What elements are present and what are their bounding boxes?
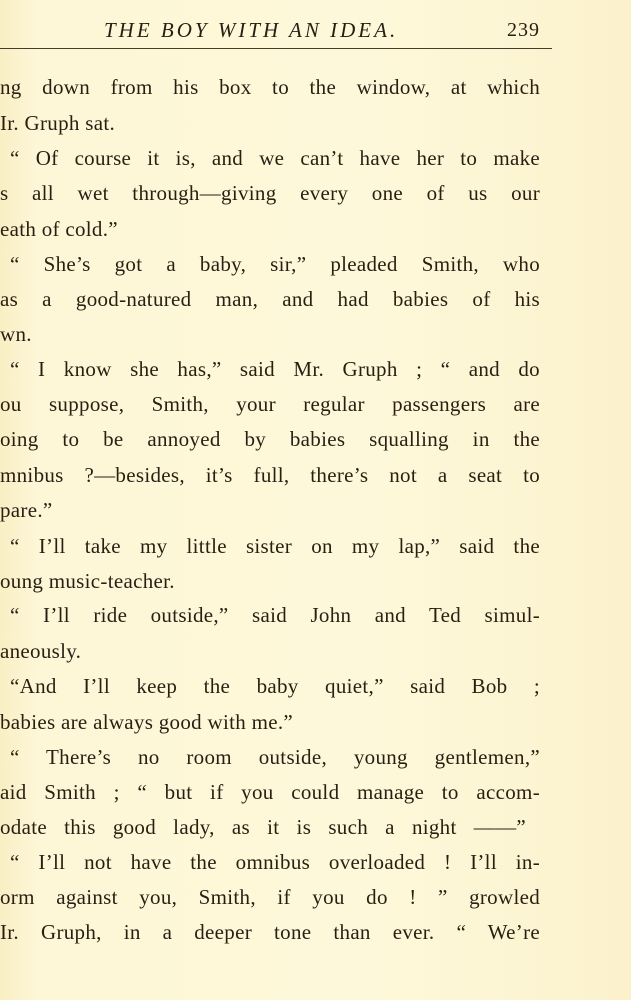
text-line: “ I know she has,” said Mr. Gruph ; “ and do [10,357,540,381]
page-header [0,14,631,48]
text-line: as a good-natured man, and had babies of his [0,287,540,311]
text-line: ou suppose, Smith, your regular passengers are [0,392,540,416]
text-line: “And I’ll keep the baby quiet,” said Bob ; [10,674,540,698]
text-line: “ I’ll not have the omnibus overloaded ! I’ll in- [10,850,540,874]
header-rule [0,48,552,49]
text-line: “ She’s got a baby, sir,” pleaded Smith, who [10,252,540,276]
text-line: ng down from his box to the window, at which [0,75,540,99]
text-line: Ir. Gruph sat. [0,111,116,135]
text-line: “ I’ll take my little sister on my lap,” said the [10,534,540,558]
running-head: THE BOY WITH AN IDEA. [104,18,399,42]
text-line: s all wet through—giving every one of us our [0,181,540,205]
text-line: aneously. [0,639,82,663]
text-line: oing to be annoyed by babies squalling in the [0,427,540,451]
text-line: Ir. Gruph, in a deeper tone than ever. “ We’re [0,920,540,944]
text-line: “ There’s no room outside, young gentlemen,” [10,745,540,769]
text-line: wn. [0,322,32,346]
text-line: “ Of course it is, and we can’t have her to make [10,146,540,170]
text-line: odate this good lady, as it is such a night ——” [0,815,526,839]
text-line: mnibus ?—besides, it’s full, there’s not a seat to [0,463,540,487]
text-line: “ I’ll ride outside,” said John and Ted simul- [10,603,540,627]
text-line: babies are always good with me.” [0,710,294,734]
text-line: aid Smith ; “ but if you could manage to accom- [0,780,540,804]
page-number: 239 [507,19,540,41]
text-line: eath of cold.” [0,217,118,241]
text-line: oung music-teacher. [0,569,175,593]
text-line: orm against you, Smith, if you do ! ” growled [0,885,540,909]
text-line: pare.” [0,498,53,522]
